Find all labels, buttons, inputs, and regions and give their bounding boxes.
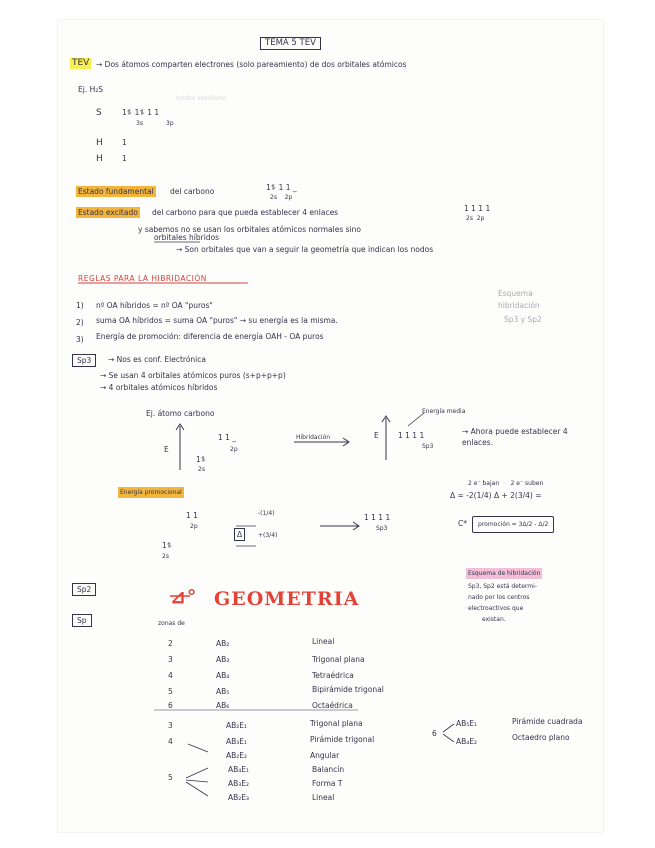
geo-formula-2: AB₄ [216, 671, 230, 680]
rule-2-num: 2) [76, 318, 84, 327]
geo2-name-3: Balancín [312, 765, 345, 774]
geo2-formula-1: AB₃E₁ [226, 737, 248, 746]
six-name-0: Pirámide cuadrada [512, 717, 583, 726]
ground-state-text: del carbono [170, 187, 215, 196]
promo-top-orbital: 2p [190, 523, 198, 530]
geometry-title: GEOMETRIA [214, 588, 360, 610]
h-label-1: H [96, 138, 103, 148]
geo-n-0: 2 [168, 639, 173, 648]
energy-axis-2: E [374, 431, 379, 440]
excited-config: 1 1 1 1 [464, 204, 491, 213]
scheme-heading: Esquema de hibridación [468, 570, 541, 577]
hybrid-orbitals-note: → Son orbitales que van a seguir la geometría que indican los nodos [176, 245, 434, 254]
scheme-line-1: Sp3, Sp2 está determi- [468, 583, 537, 590]
promo-sp3-label: Sp3 [376, 525, 388, 532]
ground-state-config: 1⥮ 1 1 _ [266, 183, 297, 192]
sp3-hyb-label: Sp3 [422, 443, 434, 450]
sp3-line-1: → Nos es conf. Electrónica [108, 355, 206, 364]
rule-1-num: 1) [76, 301, 84, 310]
ground-state-label: Estado fundamental [78, 187, 154, 196]
geo-formula-1: AB₃ [216, 655, 230, 664]
s-config: 1⥮ 1⥮ 1 1 [122, 108, 160, 117]
energy-media-note: Energía media [422, 408, 466, 415]
geo2-name-1: Pirámide trigonal [310, 735, 375, 744]
side-note-2: hibridación [498, 301, 540, 310]
geo2-formula-3: AB₄E₁ [228, 765, 250, 774]
sp3-result: → Ahora puede establecer 4 enlaces. [462, 427, 568, 447]
geo2-formula-5: AB₂E₃ [228, 793, 250, 802]
h-label-2: H [96, 154, 103, 164]
scheme-line-4: existan. [482, 616, 506, 623]
geo2-name-4: Forma T [312, 779, 343, 788]
geo2-n-1: 4 [168, 737, 173, 746]
ghost-annotation: orbital semilleno [176, 95, 227, 102]
sp-tag: Sp [72, 614, 92, 627]
excited-line-1: del carbono para que pueda establecer 4 enlaces [152, 208, 339, 217]
promo-bottom-orbital: 2s [162, 553, 169, 560]
promo-formula-top: 2 e⁻ bajan 2 e⁻ suben [468, 480, 544, 487]
sp3-example: Ej. átomo carbono [146, 409, 215, 418]
excited-line-2: y sabemos no se usan los orbitales atómicos normales sino [138, 225, 361, 234]
ground-state-orbitals: 2s 2p [270, 194, 293, 201]
sp3-gs-2p: 2p [230, 446, 238, 453]
scheme-line-2: nado por los centros [468, 594, 530, 601]
side-note-1: Esquema [498, 289, 533, 298]
h-config-1: 1 [122, 138, 127, 147]
geo-name-0: Lineal [312, 637, 335, 646]
example-h2s: Ej. H₂S [78, 85, 103, 94]
h-config-2: 1 [122, 154, 127, 163]
sp3-line-2: → Se usan 4 orbitales atómicos puros (s+p+p+p) [100, 371, 286, 380]
six-n: 6 [432, 729, 437, 738]
promo-bottom-config: 1⥮ [162, 541, 173, 550]
geo-formula-3: AB₅ [216, 687, 230, 696]
tev-tag: TEV [72, 58, 90, 68]
geo-name-1: Trigonal plana [312, 655, 365, 664]
geo-formula-4: AB₆ [216, 701, 230, 710]
page-title: TEMA 5 TEV [260, 37, 321, 50]
s-3p: 3p [166, 120, 174, 127]
rule-3-text: Energía de promoción: diferencia de energía OAH - OA puros [96, 332, 324, 341]
hybrid-orbitals-label: orbitales híbridos [154, 233, 220, 242]
six-name-1: Octaedro plano [512, 733, 570, 742]
sp3-line-3: → 4 orbitales atómicos híbridos [100, 383, 218, 392]
geo2-n-0: 3 [168, 721, 173, 730]
geo2-name-0: Trigonal plana [310, 719, 363, 728]
promotion-heading: Energía promocional [120, 489, 182, 496]
geo2-name-5: Lineal [312, 793, 335, 802]
sp3-gs-2s: 2s [198, 466, 205, 473]
s-3s: 3s [136, 120, 143, 127]
promo-sp3-config: 1 1 1 1 [364, 513, 391, 522]
geo-n-1: 3 [168, 655, 173, 664]
notebook-page [58, 20, 603, 832]
tev-definition: → Dos átomos comparten electrones (solo pareamiento) de dos orbitales atómicos [96, 60, 407, 69]
geo2-name-2: Angular [310, 751, 340, 760]
geo2-formula-4: AB₃E₂ [228, 779, 250, 788]
rules-heading: REGLAS PARA LA HIBRIDACIÓN [78, 274, 207, 283]
promo-plus: +(3/4) [258, 532, 278, 539]
geo2-n-3: 5 [168, 773, 173, 782]
geometry-marker: ⊿° [170, 586, 198, 608]
geo2-formula-0: AB₂E₁ [226, 721, 248, 730]
sp3-gs-config: 1 1 _ [218, 433, 237, 442]
geo-name-4: Octaédrica [312, 701, 353, 710]
excited-state-label: Estado excitado [78, 208, 138, 217]
geo-name-3: Bipirámide trigonal [312, 685, 384, 694]
six-formula-1: AB₄E₂ [456, 737, 478, 746]
promo-delta: Δ [234, 528, 245, 541]
hybridization-arrow-label: Hibridación [296, 434, 331, 441]
scheme-line-3: electroactivos que [468, 605, 524, 612]
energy-axis-1: E [164, 445, 169, 454]
s-label: S [96, 108, 102, 118]
rule-2-text: suma OA híbridos = suma OA "puros" → su energía es la misma. [96, 316, 338, 325]
sp3-hyb-config: 1 1 1 1 [398, 431, 425, 440]
promo-box-prefix: C* [458, 519, 467, 528]
rule-1-text: nº OA híbridos = nº OA "puros" [96, 301, 213, 310]
excited-orbitals: 2s 2p [466, 215, 485, 222]
six-formula-0: AB₅E₁ [456, 719, 478, 728]
sp2-tag: Sp2 [72, 583, 96, 596]
promo-formula: Δ = -2(1/4) Δ + 2(3/4) = [450, 491, 542, 500]
geo2-formula-2: AB₂E₂ [226, 751, 248, 760]
side-note-3: Sp3 y Sp2 [504, 315, 542, 324]
geo-name-2: Tetraédrica [312, 671, 354, 680]
geo-n-4: 6 [168, 701, 173, 710]
sp3-gs-2s-config: 1⥮ [196, 455, 207, 464]
promo-box: promoción = 3Δ/2 - Δ/2 [472, 516, 554, 533]
rule-3-num: 3) [76, 335, 84, 344]
geo-formula-0: AB₂ [216, 639, 230, 648]
sp3-tag: Sp3 [72, 354, 96, 367]
zone-label: zonas de [158, 620, 185, 627]
geo-n-3: 5 [168, 687, 173, 696]
promo-top-config: 1 1 [186, 511, 198, 520]
promo-minus: -(1/4) [258, 510, 275, 517]
geo-n-2: 4 [168, 671, 173, 680]
